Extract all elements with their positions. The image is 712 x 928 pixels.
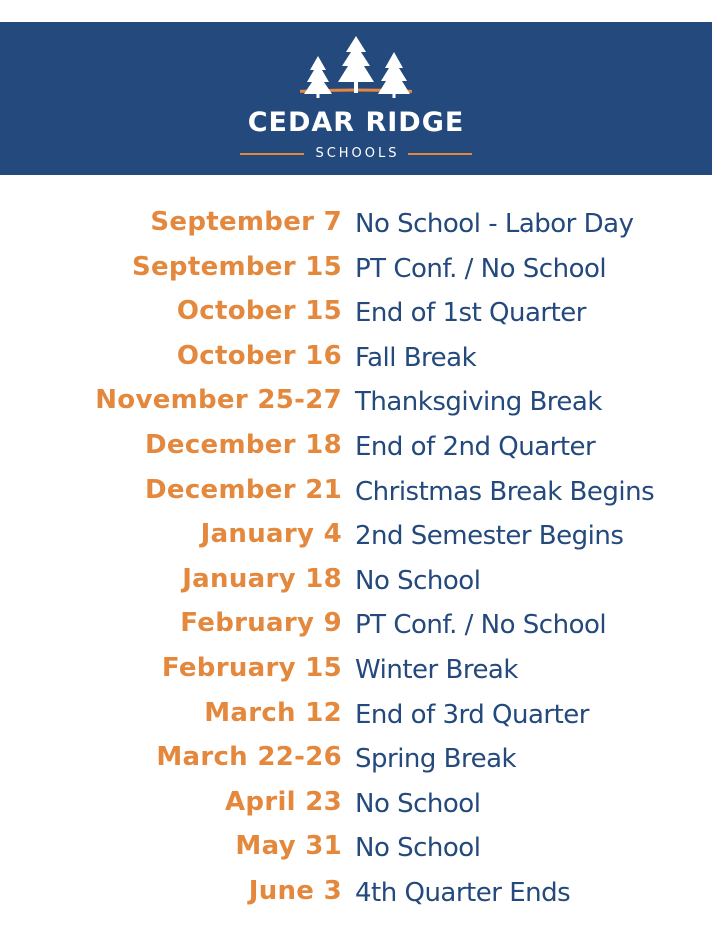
- schedule-row: [0, 824, 712, 869]
- schedule-date: May 31: [235, 831, 342, 862]
- schedule-row: [0, 735, 712, 780]
- schedule-event: End of 2nd Quarter: [355, 431, 596, 462]
- left-pine-tree: [304, 56, 332, 98]
- schedule-date: March 12: [204, 697, 342, 728]
- school-logo: [0, 22, 712, 175]
- schedule-row: [0, 646, 712, 691]
- schedule-event: Thanksgiving Break: [355, 387, 602, 418]
- schedule-row: [0, 423, 712, 468]
- schedule-row: [0, 289, 712, 334]
- brand-subtitle: SCHOOLS: [315, 146, 400, 161]
- schedule-date: October 16: [176, 340, 342, 371]
- schedule-event: 4th Quarter Ends: [355, 877, 571, 908]
- schedule-row: [0, 468, 712, 513]
- schedule-event: No School: [355, 833, 481, 864]
- schedule-date: December 18: [145, 429, 342, 460]
- schedule-event: No School - Labor Day: [355, 209, 634, 239]
- schedule-date: December 21: [145, 474, 342, 505]
- schedule-row: [0, 557, 712, 602]
- pine-trees-sunrise-logo-icon: [300, 30, 412, 118]
- divider-line-right: [408, 153, 472, 155]
- schedule-row: [0, 780, 712, 825]
- schedule-event: Winter Break: [355, 654, 518, 685]
- schedule-event: End of 1st Quarter: [355, 298, 586, 329]
- schedule-row: [0, 691, 712, 736]
- brand-subtitle-row: [0, 143, 712, 165]
- schedule-event: No School: [355, 565, 481, 596]
- right-pine-tree: [378, 52, 410, 98]
- schedule-row: [0, 601, 712, 646]
- schedule-event: Fall Break: [355, 342, 477, 373]
- schedule-row: [0, 245, 712, 290]
- center-pine-tree: [338, 36, 374, 93]
- schedule-date: June 3: [248, 875, 342, 906]
- schedule-date: November 25-27: [95, 385, 342, 416]
- divider-line-left: [240, 153, 304, 155]
- schedule-event: PT Conf. / No School: [355, 253, 607, 284]
- schedule-date: September 15: [131, 251, 342, 282]
- schedule-event: Spring Break: [355, 744, 517, 775]
- schedule-date: January 4: [200, 519, 342, 550]
- header-banner: [0, 22, 712, 175]
- schedule-date: February 9: [180, 608, 342, 639]
- schedule-row: [0, 378, 712, 423]
- schedule-date: January 18: [182, 563, 342, 594]
- schedule-date: October 15: [176, 296, 342, 327]
- schedule-date: April 23: [224, 786, 342, 817]
- calendar-schedule: [0, 200, 712, 914]
- schedule-row: [0, 200, 712, 245]
- schedule-row: [0, 334, 712, 379]
- schedule-event: 2nd Semester Begins: [355, 521, 624, 552]
- schedule-row: [0, 512, 712, 557]
- brand-name: CEDAR RIDGE: [247, 107, 465, 138]
- schedule-event: PT Conf. / No School: [355, 610, 607, 641]
- schedule-date: February 15: [161, 652, 342, 683]
- schedule-event: Christmas Break Begins: [355, 476, 655, 507]
- schedule-date: March 22-26: [156, 742, 342, 773]
- schedule-date: September 7: [150, 207, 342, 237]
- schedule-event: End of 3rd Quarter: [355, 699, 589, 730]
- schedule-row: [0, 869, 712, 914]
- schedule-event: No School: [355, 788, 481, 819]
